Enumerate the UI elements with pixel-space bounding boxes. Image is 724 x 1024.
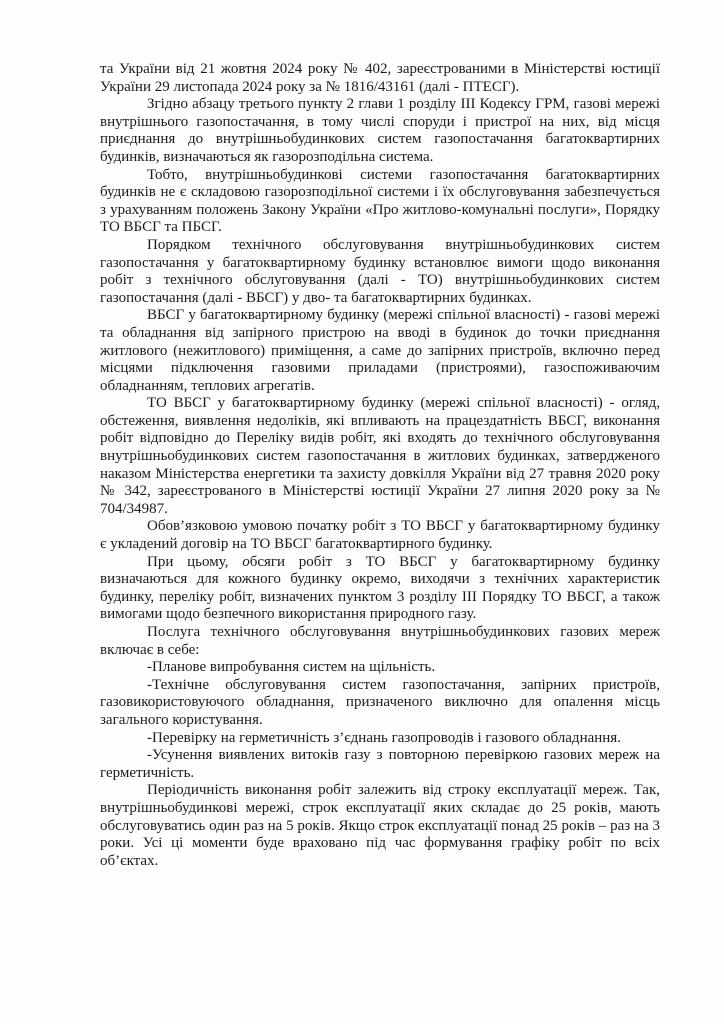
paragraph-italic-letter: о (242, 553, 250, 570)
paragraph: та України від 21 жовтня 2024 року № 402, зареєстрованими в Міністерстві юстиції України 29 листопада 2024 року за № 1816/43161 (далі - ПТЕСГ). (100, 61, 660, 95)
paragraph: Згідно абзацу третього пункту 2 глави 1 розділу ІІІ Кодексу ГРМ, газові мережі внутрішнього газопостачання, в тому числі споруди і пристрої на них, від місця приєднання до внутрішньобудинкових систем газопостачання багатоквартирних будинків, визначаються як газорозподільна система. (100, 96, 660, 165)
paragraph: Послуга технічного обслуговування внутрішньобудинкових газових мереж включає в себе: (100, 624, 660, 658)
paragraph-list-item: -Технічне обслуговування систем газопостачання, запірних пристроїв, газовикористовуючого обладнання, призначеного виключно для опалення місць загального користування. (100, 676, 660, 728)
paragraph-list-item: -Планове випробування систем на щільність. (147, 659, 436, 676)
document-text-block (100, 61, 660, 870)
paragraph: ВБСГ у багатоквартирному будинку (мережі спільної власності) - газові мережі та обладнання від запірного пристрою на вводі в будинок до точки приєднання житлового (нежитлового) приміщення, а саме до запірних пристроїв, включно перед місцями підключення газовими приладами (пристроями), газоспоживаючим обладнанням, теплових агрегатів. (100, 307, 660, 394)
paragraph: Обов’язковою умовою початку робіт з ТО ВБСГ у багатоквартирному будинку є укладений договір на ТО ВБСГ багатоквартирного будинку. (100, 518, 660, 553)
paragraph: Періодичність виконання робіт залежить від строку експлуатації мереж. Так, внутрішньобудинкові мережі, строк експлуатації яких складає до 25 років, мають обслуговуватись один раз на 5 років. Якщо строк експлуатації понад 25 років – раз на 3 роки. Усі ці моменти буде враховано під час формування графіку робіт по всіх об’єктах. (100, 782, 660, 869)
paragraph: ТО ВБСГ у багатоквартирному будинку (мережі спільної власності) - огляд, обстеження, виявлення недоліків, які впливають на працездатність ВБСГ, виконання робіт відповідно до Переліку видів робіт, які входять до технічного обслуговування внутрішньобудинкових систем газопостачання в житлових будинках, затвердженого наказом Міністерства енергетики та захисту довкілля України від 27 травня 2020 року № 342, зареєстрованого в Міністерстві юстиції України 27 липня 2020 року за № 704/34987. (100, 395, 660, 517)
paragraph: Тобто, внутрішньобудинкові системи газопостачання багатоквартирних будинків не є складовою газорозподільної системи і їх обслуговування забезпечується з урахуванням положень Закону України «Про житлово-комунальні послуги», Порядку ТО ВБСГ та ПБСГ. (100, 166, 660, 236)
paragraph-list-item: -Усунення виявлених витоків газу з повторною перевіркою газових мереж на герметичність. (100, 747, 660, 781)
paragraph-text: бсяги робіт з ТО ВБСГ у багатоквартирному будинку визначаються для кожного будинку окремо, виходячи з технічних характеристик будинку, переліку робіт, визначених пунктом 3 розділу ІІІ Порядку ТО ВБСГ, а також вимогами щодо безпечного використання природного газу. (100, 553, 660, 623)
paragraph-text: При цьому, (147, 553, 243, 570)
paragraph (100, 554, 660, 624)
paragraph: Порядком технічного обслуговування внутрішньобудинкових систем газопостачання у багатоквартирному будинку встановлює вимоги щодо виконання робіт з технічного обслуговування (далі - ТО) внутрішньобудинкових систем газопостачання (далі - ВБСГ) у дво- та багатоквартирних будинках. (100, 236, 660, 306)
paragraph-list-item: -Перевірку на герметичність з’єднань газопроводів і газового обладнання. (147, 729, 621, 746)
